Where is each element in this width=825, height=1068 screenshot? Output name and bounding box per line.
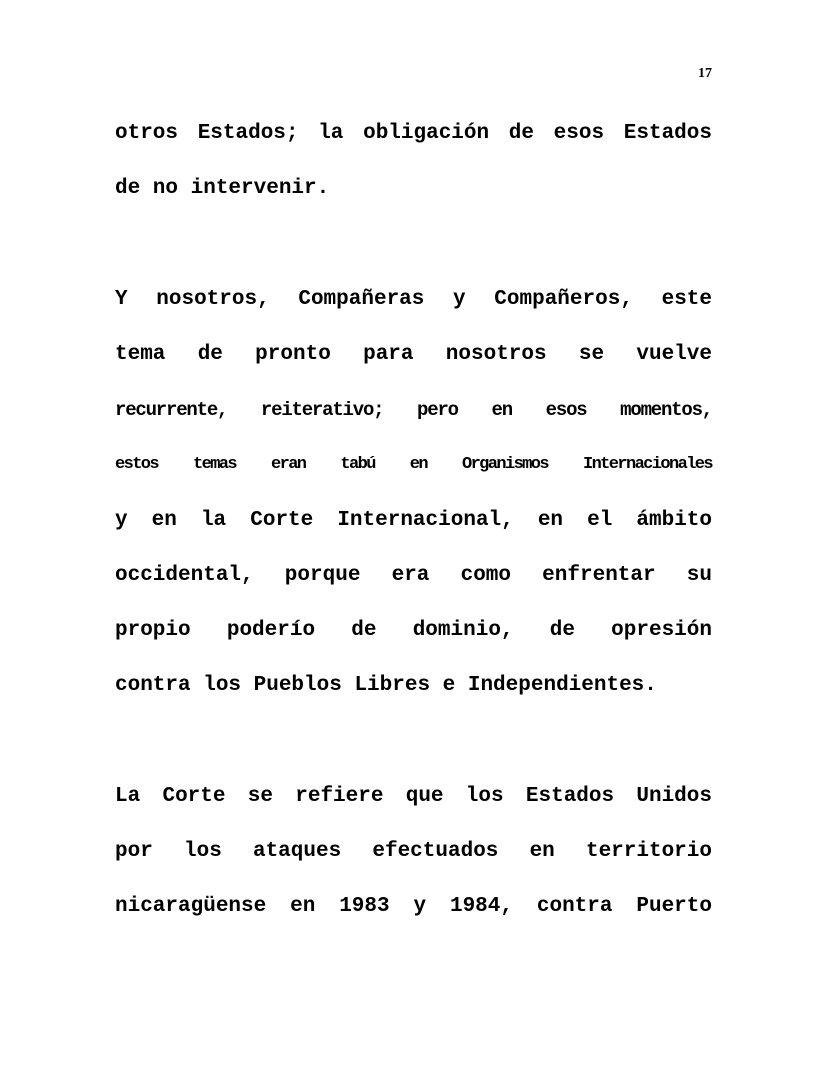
paragraph-2-line-2: tema de pronto para nosotros se vuelve — [115, 343, 712, 366]
paragraph-2-line-6: occidental, porque era como enfrentar su — [115, 564, 712, 587]
paragraph-2-line-7: propio poderío de dominio, de opresión — [115, 619, 712, 642]
paragraph-1-line-1: otros Estados; la obligación de esos Estados — [115, 122, 712, 145]
paragraph-2-line-8: contra los Pueblos Libres e Independientes. — [115, 674, 657, 697]
paragraph-3-line-1: La Corte se refiere que los Estados Unidos — [115, 785, 712, 808]
paragraph-1-line-2: de no intervenir. — [115, 177, 330, 200]
page-number: 17 — [698, 66, 712, 81]
paragraph-2-line-4: estos temas eran tabú en Organismos Internacionales — [115, 455, 712, 474]
paragraph-3-line-2: por los ataques efectuados en territorio — [115, 840, 712, 863]
paragraph-2-line-3: recurrente, reiterativo; pero en esos momentos, — [115, 399, 712, 421]
paragraph-2-line-1: Y nosotros, Compañeras y Compañeros, este — [115, 288, 712, 311]
paragraph-2-line-5: y en la Corte Internacional, en el ámbito — [115, 509, 712, 532]
paragraph-3-line-3: nicaragüense en 1983 y 1984, contra Puerto — [115, 895, 712, 918]
